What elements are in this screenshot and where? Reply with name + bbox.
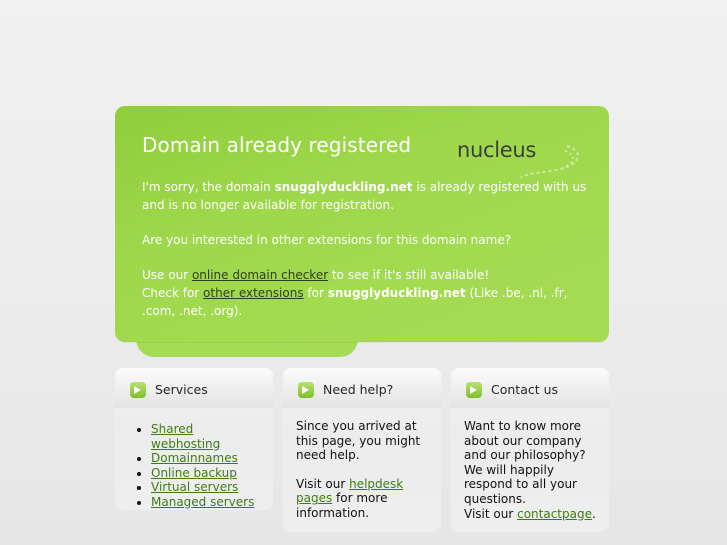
- hero-panel: [115, 106, 609, 342]
- services-box: [115, 368, 273, 510]
- shared-webhosting-link[interactable]: Shared webhosting: [151, 422, 221, 451]
- services-list: [128, 422, 261, 509]
- list-item: [151, 495, 261, 510]
- contact-box: [451, 368, 609, 532]
- extensions-question: Are you interested in other extensions for this domain name?: [142, 233, 512, 247]
- contact-text: Want to know more about our company and our philosophy? We will happily respond to all your questions.: [464, 419, 586, 506]
- contact-body: Want to know more about our company and our philosophy? We will happily respond to all your questions. Visit our contactpage.: [464, 419, 596, 521]
- help-header: [283, 368, 441, 408]
- registered-message: I'm sorry, the domain snugglyduckling.net is already registered with us and is no longer available for registration.: [142, 180, 587, 212]
- domain-name: snugglyduckling.net: [274, 180, 413, 194]
- list-item: [151, 422, 261, 451]
- checker-message: Use our online domain checker to see if it's still available! Check for other extensions for snugglyduckling.net (Like .be, .nl, .fr, .com, .net, .org).: [142, 268, 568, 318]
- arrow-right-icon: [130, 382, 146, 398]
- help-box: [283, 368, 441, 532]
- arrow-right-icon: [298, 382, 314, 398]
- hero-message: [142, 178, 592, 337]
- list-item: [151, 466, 261, 481]
- managed-servers-link[interactable]: Managed servers: [151, 494, 255, 509]
- virtual-servers-link[interactable]: Virtual servers: [151, 480, 239, 494]
- domain-checker-link[interactable]: online domain checker: [191, 268, 329, 282]
- other-extensions-link[interactable]: other extensions: [203, 286, 304, 300]
- services-header: [115, 368, 273, 408]
- domainnames-link[interactable]: Domainnames: [151, 451, 238, 465]
- help-title: Need help?: [323, 382, 394, 397]
- services-title: Services: [155, 382, 208, 397]
- arrow-right-icon: [466, 382, 482, 398]
- helpdesk-text: Visit our helpdesk pages for more information.: [296, 476, 404, 520]
- page-title: Domain already registered: [142, 133, 412, 157]
- list-item: [151, 451, 261, 466]
- list-item: [151, 480, 261, 495]
- helpdesk-link[interactable]: helpdesk pages: [296, 476, 404, 506]
- help-body: [283, 408, 441, 545]
- logo-text: nucleus: [457, 138, 537, 162]
- contact-header: [451, 368, 609, 408]
- services-body: [115, 408, 273, 519]
- domain-name-repeat: snugglyduckling.net: [327, 286, 466, 300]
- help-text: Since you arrived at this page, you might need help.: [296, 419, 421, 463]
- contact-title: Contact us: [491, 382, 559, 397]
- online-backup-link[interactable]: Online backup: [151, 465, 237, 480]
- contactpage-link[interactable]: contactpage: [517, 506, 592, 521]
